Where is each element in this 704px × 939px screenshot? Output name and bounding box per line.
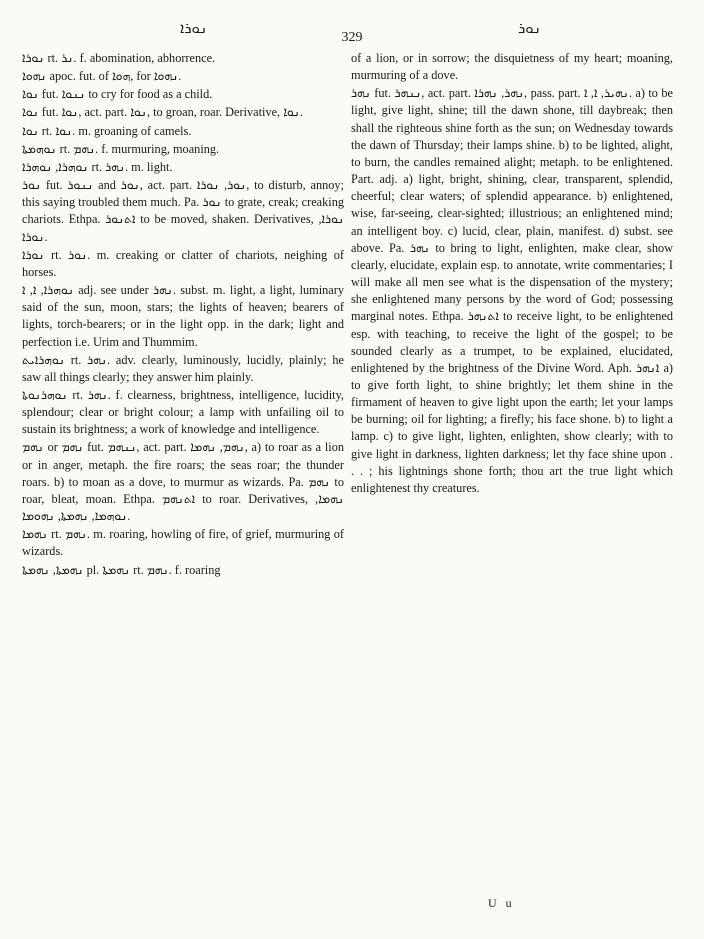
signature-mark: U u: [488, 896, 515, 910]
left-column: [22, 50, 344, 580]
entry-7: ܢܘܗܪܐ, ܢܘܗܪܐ rt. ܢܗܪ. m. light.: [22, 159, 173, 174]
entry-14: ܢܗܡܐ rt. ܢܗܡ. m. roaring, howling of fire, of grief, murmuring of wizards.: [22, 527, 344, 559]
entry-5: ܢܘܐ rt. ܢܘܐ. m. groaning of camels.: [22, 123, 192, 138]
running-head-left: ܢܘܪܐ: [180, 21, 208, 37]
entry-3: ܢܘܐ fut. ܢܢܘܐ to cry for food as a child.: [22, 87, 213, 102]
running-head-right: ܢܘܪ: [518, 21, 542, 37]
entry-9: ܢܘܪܐ rt. ܢܘܪ. m. creaking or clatter of chariots, neighing of horses.: [22, 247, 344, 279]
entry-13: ܢܗܡ or ܢܗܡ fut. ܢܢܗܡ, act. part. ܢܗܡ, ܢܗܡܐ, a) to roar as a lion or in anger, metaph. the fire roars; the seas roar; the thunder roars. b) to moan as a dove, to murmur as wizards. Pa. ܢܗܡ to roar, bleat, moan. Ethpa. ܐܬܢܗܡ to roar. Derivatives, ܢܗܡܐ, ܢܘܗܡܐ, ܢܗܡܬܐ, ܢܗܘܡܐ.: [22, 440, 344, 524]
entry-11: ܢܘܗܪܐܝܬ rt. ܢܗܪ. adv. clearly, luminously, lucidly, plainly; he saw all things clearly; they answer him plainly.: [22, 352, 345, 384]
entry-15: ܢܗܡܬܐ, ܢܗܡܬܐ pl. ܢܗܡܬܐ rt. ܢܗܡ. f. roaring: [22, 562, 221, 577]
right-column: [351, 50, 673, 498]
entry-6: ܢܘܗܡܬܐ rt. ܢܗܡ. f. murmuring, moaning.: [22, 141, 220, 156]
entry-4: ܢܘܐ fut. ܢܘܐ, act. part. ܢܘܐ, to groan, roar. Derivative, ܢܘܐ.: [22, 105, 303, 120]
entry-2: ܢܗܘܐ apoc. fut. of ܗܘܐ, for ܢܗܘܐ.: [22, 69, 182, 84]
page-number: 329: [341, 30, 363, 45]
entry-1: ܢܘܪܐ rt. ܢܪ. f. abomination, abhorrence.: [22, 51, 216, 65]
entry-continued: of a lion, or in sorrow; the disquietness of my heart; moaning, murmuring of a dove.: [351, 51, 673, 83]
entry-8: ܢܘܪ fut. ܢܢܘܪ and ܢܘܪ, act. part. ܢܘܪ, ܢܘܪܐ, to disturb, annoy; this saying troubled them much. Pa. ܢܘܪ to grate, creak; creaking chariots. Ethpa. ܐܬܢܘܪ to be moved, shaken. Derivatives, ܢܘܪܐ, ܢܘܪܐ.: [22, 178, 344, 244]
entry-nehar: ܢܗܪ fut. ܢܢܗܪ, act. part. ܢܗܪ, ܢܗܪܐ, pass. part. ܢܗܝܪ, ܐ, ܐ. a) to be light, give light, shine; till the dawn shone, till daybreak; then shall the righteous shine forth as the sun; on Wednesday towards the dawn of Thursday; their lamps shine. b) to be lighted, alight, to burn, the candles remained alight; metaph. to be enlightened. Part. adj. a) light, bright, shining, clear, transparent, splendid, cheerful; clear waters; of splendid appearance. b) enlightened, wise, far-seeing, clear-sighted; illustrious; an enlightened mind; an intelligent boy. c) lucid, clear, plain, manifest. d) subst. see above. Pa. ܢܗܪ to bring to light, enlighten, make clear, show clearly, elucidate, explain esp. to annotate, write commentaries; I will make all men see what is the dispensation of the mystery; she enlightened many persons by the word of God; possessing marginal notes. Ethpa. ܐܬܢܗܪ to receive light, to be enlightened esp. with teaching, to receive the light of the gospel; to be sounded clearly as a trumpet, to be explained, elucidated, enlightened by the brightness of the Divine Word. Aph. ܐܢܗܪ a) to give forth light, to shine brightly; let them shine in the firmament of heaven to give light upon the earth; let your lamps be burning; oil for lighting; a firefly; his face shone. b) to light a lamp. c) to give light, lighten, enlighten, show clearly; with to give light in darkness, lighten darkness; let thy face shine upon . . . ; his lightnings shone forth; thou art the true light which enlightenest thy creatures.: [351, 86, 674, 495]
entry-10: ܢܘܗܪܐ, ܐ, ܐ adj. see under ܢܗܪ. subst. m. light, a light, luminary said of the sun, moon, stars; the lights of heaven; bearers of lights, torch-bearers; or in the light opp. in the dark; light and perfection i.e. Urim and Thummim.: [22, 283, 344, 349]
entry-12: ܢܘܗܪܢܘܬܐ rt. ܢܗܪ. f. clearness, brightness, intelligence, lucidity, splendour; clear or bright colour; a lamp with unfailing oil to sustain its brightness; a work of knowledge and intelligence.: [22, 387, 345, 437]
